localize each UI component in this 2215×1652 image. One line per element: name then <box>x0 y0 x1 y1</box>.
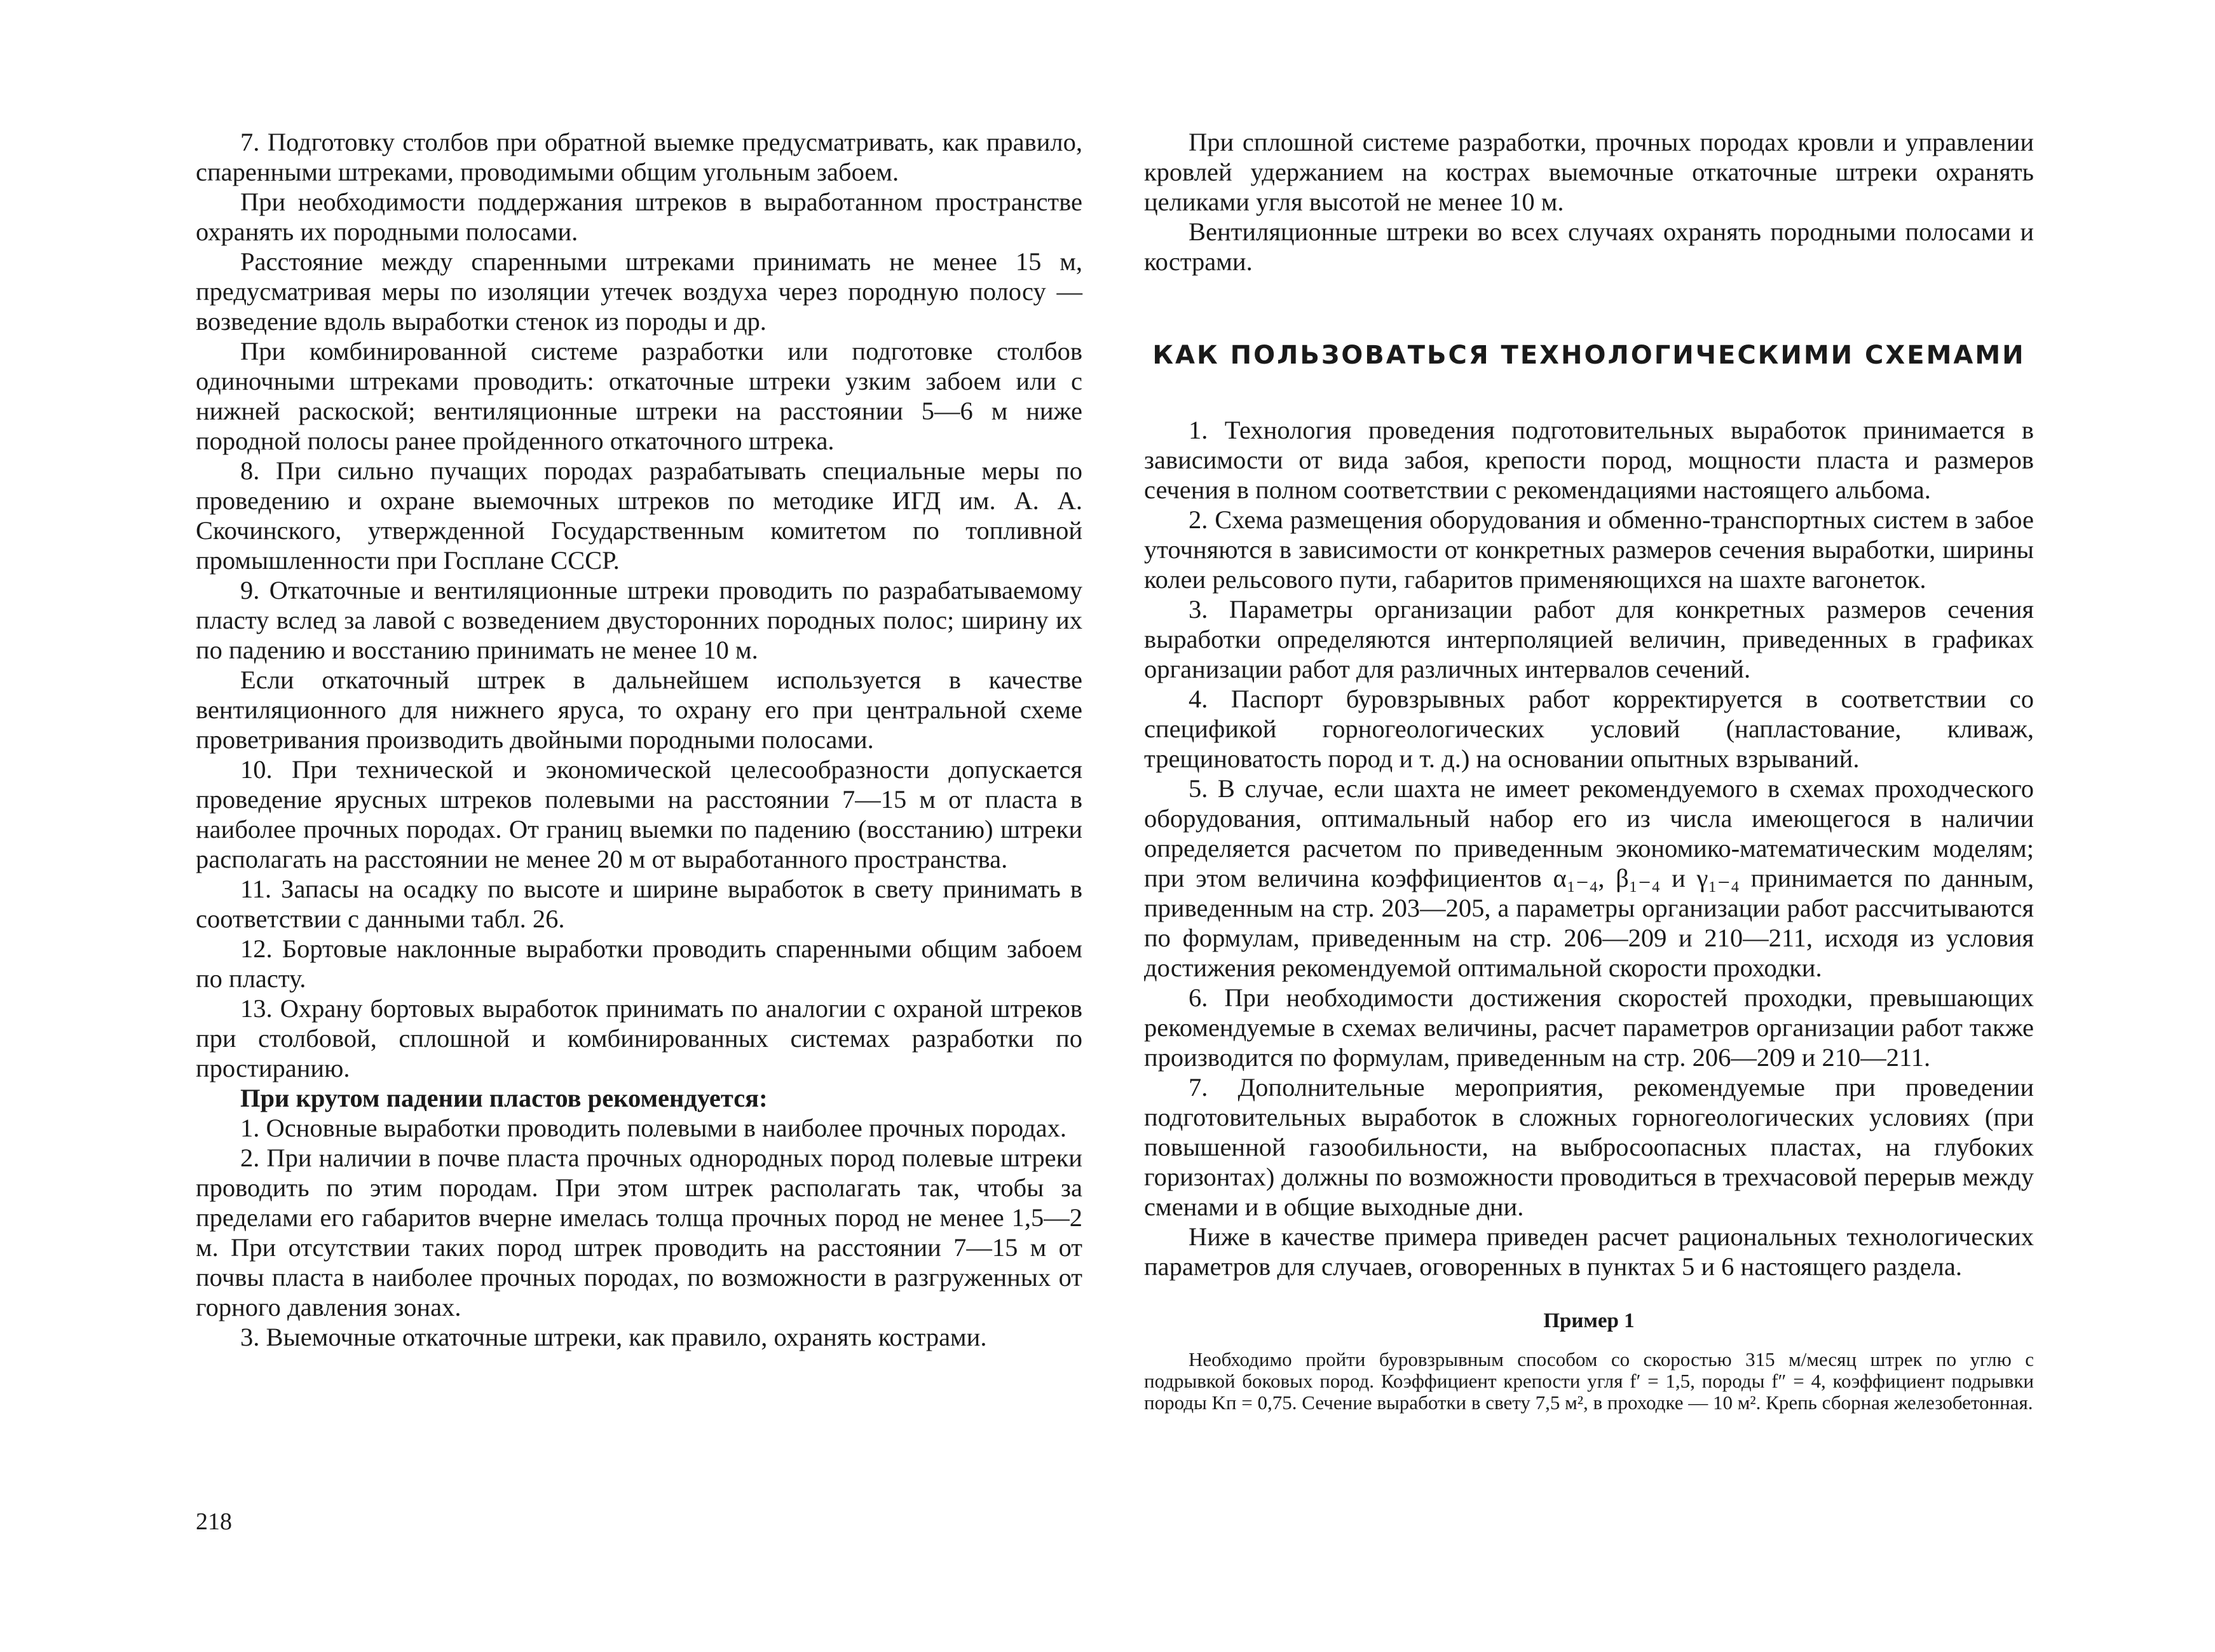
right-column <box>1144 127 2034 1414</box>
paragraph-13: 13. Охрану бортовых выработок принимать по аналогии с охраной штреков при столбовой, сплошной и комбинированных системах разработки по простиранию. <box>196 994 1082 1082</box>
section-paragraph-1: 1. Технология проведения подготовительных выработок принимается в зависимости от вида забоя, крепости пород, мощности пласта и размеров сечения в полном соответствии с рекомендациями настоящего альбома. <box>1144 416 2034 504</box>
paragraph-support: При необходимости поддержания штреков в выработанном пространстве охранять их породными полосами. <box>196 188 1082 246</box>
steep-paragraph-2: 2. При наличии в почве пласта прочных однородных пород полевые штреки проводить по этим породам. При этом штрек располагать так, чтобы за пределами его габаритов вчерне имелась толща прочных пород не менее 1,5—2 м. При отсутствии таких пород штрек проводить на расстоянии 7—15 м от почвы пласта в наиболее прочных породах, по возможности в разгруженных от горного давления зонах. <box>196 1143 1082 1321</box>
intro-paragraph-ventilation: Вентиляционные штреки во всех случаях охранять породными полосами и кострами. <box>1144 217 2034 276</box>
paragraph-combined-system: При комбинированной системе разработки или подготовке столбов одиночными штреками проводить: откаточные штреки узким забоем или с нижней раскоской; вентиляционные штреки на расстоянии 5—6 м ниже породной полосы ранее пройденного откаточного штрека. <box>196 337 1082 455</box>
paragraph-9: 9. Откаточные и вентиляционные штреки проводить по разрабатываемому пласту вслед за лавой с возведением двусторонних породных полос; ширину их по падению и восстанию принимать не менее 10 м. <box>196 576 1082 664</box>
section-paragraph-example-intro: Ниже в качестве примера приведен расчет рациональных технологических параметров для случаев, оговоренных в пунктах 5 и 6 настоящего раздела. <box>1144 1222 2034 1281</box>
steep-paragraph-1: 1. Основные выработки проводить полевыми в наиболее прочных породах. <box>240 1114 1067 1142</box>
steep-paragraph-3: 3. Выемочные откаточные штреки, как правило, охранять кострами. <box>240 1323 987 1351</box>
intro-paragraph-continuous: При сплошной системе разработки, прочных породах кровли и управлении кровлей удержанием на кострах выемочные откаточные штреки охранять целиками угля высотой не менее 10 м. <box>1144 128 2034 216</box>
section-paragraph-2: 2. Схема размещения оборудования и обменно-транспортных систем в забое уточняются в зависимости от конкретных размеров сечения выработки, ширины колеи рельсового пути, габаритов применяющихся на шахте вагонеток. <box>1144 505 2034 594</box>
left-column <box>196 127 1082 1352</box>
paragraph-7: 7. Подготовку столбов при обратной выемке предусматривать, как правило, спаренными штреками, проводимыми общим угольным забоем. <box>196 128 1082 186</box>
paragraph-10: 10. При технической и экономической целесообразности допускается проведение ярусных штреков полевыми на расстоянии 7—15 м от пласта в наиболее прочных породах. От границ выемки по падению (восстанию) штреки располагать на расстоянии не менее 20 м от выработанного пространства. <box>196 755 1082 873</box>
section-paragraph-4: 4. Паспорт буровзрывных работ корректируется в соответствии со спецификой горногеологических условий (напластование, кливаж, трещиноватость пород и т. д.) на основании опытных взрываний. <box>1144 685 2034 773</box>
paragraph-distance: Расстояние между спаренными штреками принимать не менее 15 м, предусматривая меры по изоляции утечек воздуха через породную полосу — возведение вдоль выработки стенок из породы и др. <box>196 247 1082 336</box>
example-heading: Пример 1 <box>1543 1309 1635 1332</box>
paragraph-12: 12. Бортовые наклонные выработки проводить спаренными общим забоем по пласту. <box>196 934 1082 993</box>
steep-dip-heading: При крутом падении пластов рекомендуется: <box>240 1084 768 1112</box>
section-heading: КАК ПОЛЬЗОВАТЬСЯ ТЕХНОЛОГИЧЕСКИМИ СХЕМАМИ <box>1152 341 2026 370</box>
section-paragraph-6: 6. При необходимости достижения скоростей проходки, превышающих рекомендуемые в схемах величины, расчет параметров организации работ также производится по формулам, приведенным на стр. 206—209 и 210—211. <box>1144 983 2034 1072</box>
example-text: Необходимо пройти буровзрывным способом со скоростью 315 м/месяц штрек по углю с подрывкой боковых пород. Коэффициент крепости угля f′ = 1,5, породы f″ = 4, коэффициент подрывки породы Kп = 0,75. Сечение выработки в свету 7,5 м², в проходке — 10 м². Крепь сборная железобетонная. <box>1144 1348 2034 1414</box>
section-paragraph-3: 3. Параметры организации работ для конкретных размеров сечения выработки определяются интерполяцией величин, приведенных в графиках организации работ для различных интервалов сечений. <box>1144 595 2034 683</box>
paragraph-11: 11. Запасы на осадку по высоте и ширине выработок в свету принимать в соответствии с данными табл. 26. <box>196 875 1082 933</box>
section-paragraph-7: 7. Дополнительные мероприятия, рекомендуемые при проведении подготовительных выработок в сложных горногеологических условиях (при повышенной газообильности, на выбросоопасных пластах, на глубоких горизонтах) должны по возможности проводиться в трехчасовой перерыв между сменами и в общие выходные дни. <box>1144 1073 2034 1221</box>
page-number: 218 <box>196 1508 232 1535</box>
paragraph-8: 8. При сильно пучащих породах разрабатывать специальные меры по проведению и охране выемочных штреков по методике ИГД им. А. А. Скочинского, утвержденной Государственным комитетом по топливной промышленности при Госплане СССР. <box>196 456 1082 575</box>
section-paragraph-5: 5. В случае, если шахта не имеет рекомендуемого в схемах проходческого оборудования, оптимальный набор его из числа имеющегося в наличии определяется расчетом по приведенным экономико-математическим моделям; при этом величина коэффициентов α₁₋₄, β₁₋₄ и γ₁₋₄ принимается по данным, приведенным на стр. 203—205, а параметры организации работ рассчитываются по формулам, приведенным на стр. 206—209 и 210—211, исходя из условия достижения рекомендуемой оптимальной скорости проходки. <box>1144 774 2034 982</box>
paragraph-ventilation-reuse: Если откаточный штрек в дальнейшем используется в качестве вентиляционного для нижнего яруса, то охрану его при центральной схеме проветривания производить двойными породными полосами. <box>196 666 1082 754</box>
